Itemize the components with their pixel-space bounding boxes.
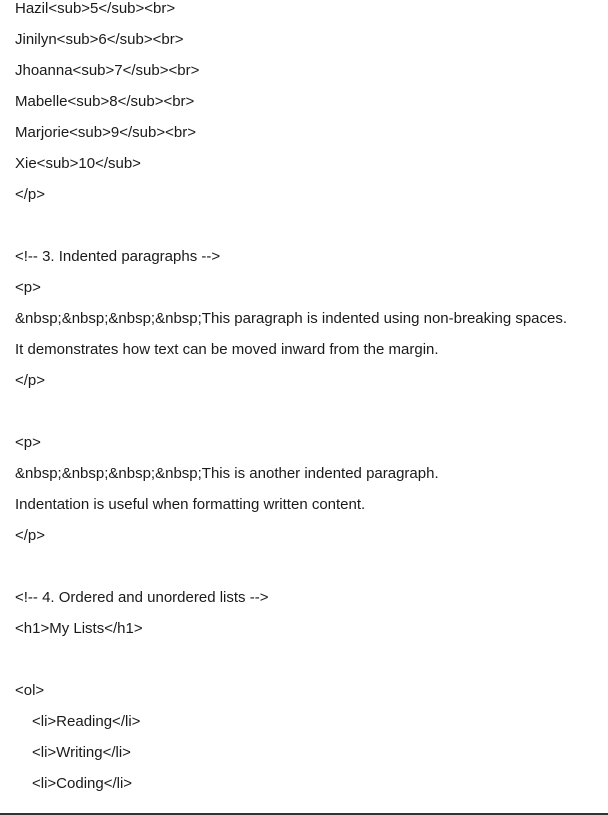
code-line: It demonstrates how text can be moved inward from the margin. (15, 341, 439, 358)
code-line: </p> (15, 527, 46, 544)
code-line: Indentation is useful when formatting written content. (15, 496, 366, 513)
code-line: Xie<sub>10</sub> (15, 155, 141, 172)
code-line-indented: <li>Reading</li> (32, 713, 141, 730)
code-line: Jinilyn<sub>6</sub><br> (15, 31, 184, 48)
code-line: </p> (15, 186, 46, 203)
code-line: &nbsp;&nbsp;&nbsp;&nbsp;This is another indented paragraph. (15, 465, 439, 482)
code-line: </p> (15, 372, 46, 389)
code-comment: <!-- 3. Indented paragraphs --> (15, 248, 221, 265)
code-line: <h1>My Lists</h1> (15, 620, 143, 637)
code-line-indented: <li>Coding</li> (32, 775, 133, 792)
code-line: <ol> (15, 682, 45, 699)
code-line: Marjorie<sub>9</sub><br> (15, 124, 196, 141)
code-line: <p> (15, 279, 41, 296)
code-line-indented: <li>Writing</li> (32, 744, 131, 761)
code-comment: <!-- 4. Ordered and unordered lists --> (15, 589, 269, 606)
blank-line (0, 210, 608, 241)
code-line: Jhoanna<sub>7</sub><br> (15, 62, 200, 79)
code-line: &nbsp;&nbsp;&nbsp;&nbsp;This paragraph is indented using non-breaking spaces. (15, 310, 568, 327)
blank-line (0, 396, 608, 427)
blank-line (0, 644, 608, 675)
code-line: <p> (15, 434, 41, 451)
code-line: Hazil<sub>5</sub><br> (15, 0, 176, 17)
blank-line (0, 551, 608, 582)
code-line: Mabelle<sub>8</sub><br> (15, 93, 195, 110)
